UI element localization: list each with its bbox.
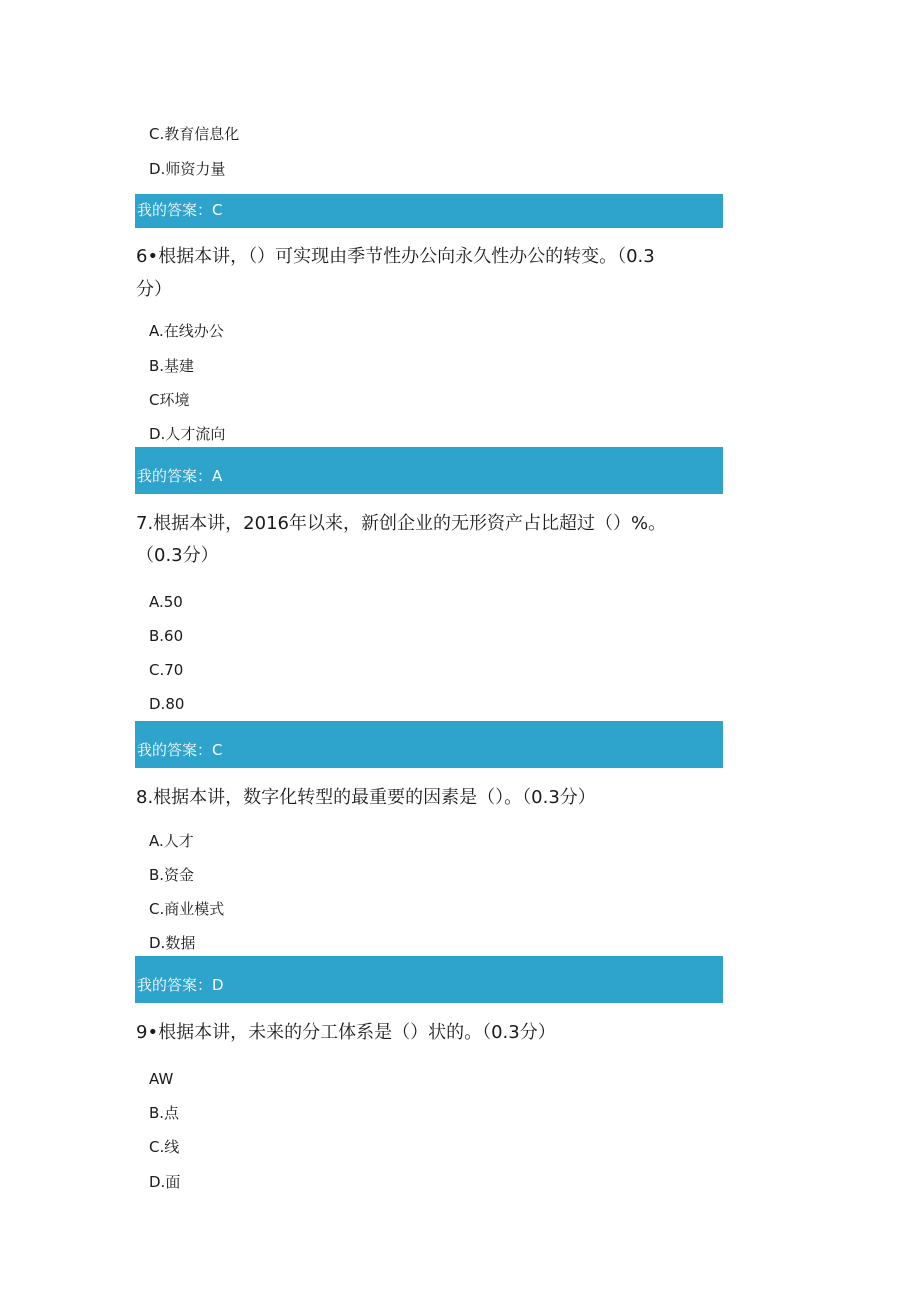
q8-answer-bar (135, 956, 723, 1003)
q9-option-b[interactable]: B.点 (149, 1104, 180, 1122)
q5-option-d[interactable]: D.师资力量 (149, 160, 226, 178)
q8-option-b[interactable]: B.资金 (149, 866, 195, 884)
q6-option-a[interactable]: A.在线办公 (149, 322, 224, 340)
q5-answer-text: 我的答案：C (137, 201, 223, 219)
q7-answer-bar (135, 721, 723, 768)
q6-title-line1: 6•根据本讲，（）可实现由季节性办公向永久性办公的转变。（0.3 (136, 246, 655, 267)
q8-option-d[interactable]: D.数据 (149, 934, 196, 952)
q7-option-c[interactable]: C.70 (149, 661, 184, 679)
q8-option-c[interactable]: C.商业模式 (149, 900, 225, 918)
q9-option-a[interactable]: AW (149, 1070, 174, 1088)
q8-answer-text: 我的答案：D (137, 976, 224, 994)
q7-title-line2: （0.3分） (136, 545, 219, 566)
q7-option-a[interactable]: A.50 (149, 593, 183, 611)
q6-title-line2: 分） (136, 279, 172, 300)
q8-title: 8.根据本讲，数字化转型的最重要的因素是（）。（0.3分） (136, 787, 596, 808)
q7-answer-text: 我的答案：C (137, 741, 223, 759)
q7-option-b[interactable]: B.60 (149, 627, 184, 645)
q8-option-a[interactable]: A.人才 (149, 832, 194, 850)
q9-option-c[interactable]: C.线 (149, 1138, 180, 1156)
q6-option-b[interactable]: B.基建 (149, 357, 195, 375)
q6-answer-text: 我的答案：A (137, 467, 223, 485)
q9-title: 9•根据本讲，未来的分工体系是（）状的。（0.3分） (136, 1022, 556, 1043)
q5-option-c[interactable]: C.教育信息化 (149, 125, 240, 143)
q7-title-line1: 7.根据本讲，2016年以来，新创企业的无形资产占比超过（）%。 (136, 513, 667, 534)
q6-option-c[interactable]: C环境 (149, 391, 190, 409)
q9-option-d[interactable]: D.面 (149, 1173, 181, 1191)
q6-answer-bar (135, 447, 723, 494)
q6-option-d[interactable]: D.人才流向 (149, 425, 226, 443)
q5-answer-bar (135, 194, 723, 228)
q7-option-d[interactable]: D.80 (149, 695, 185, 713)
